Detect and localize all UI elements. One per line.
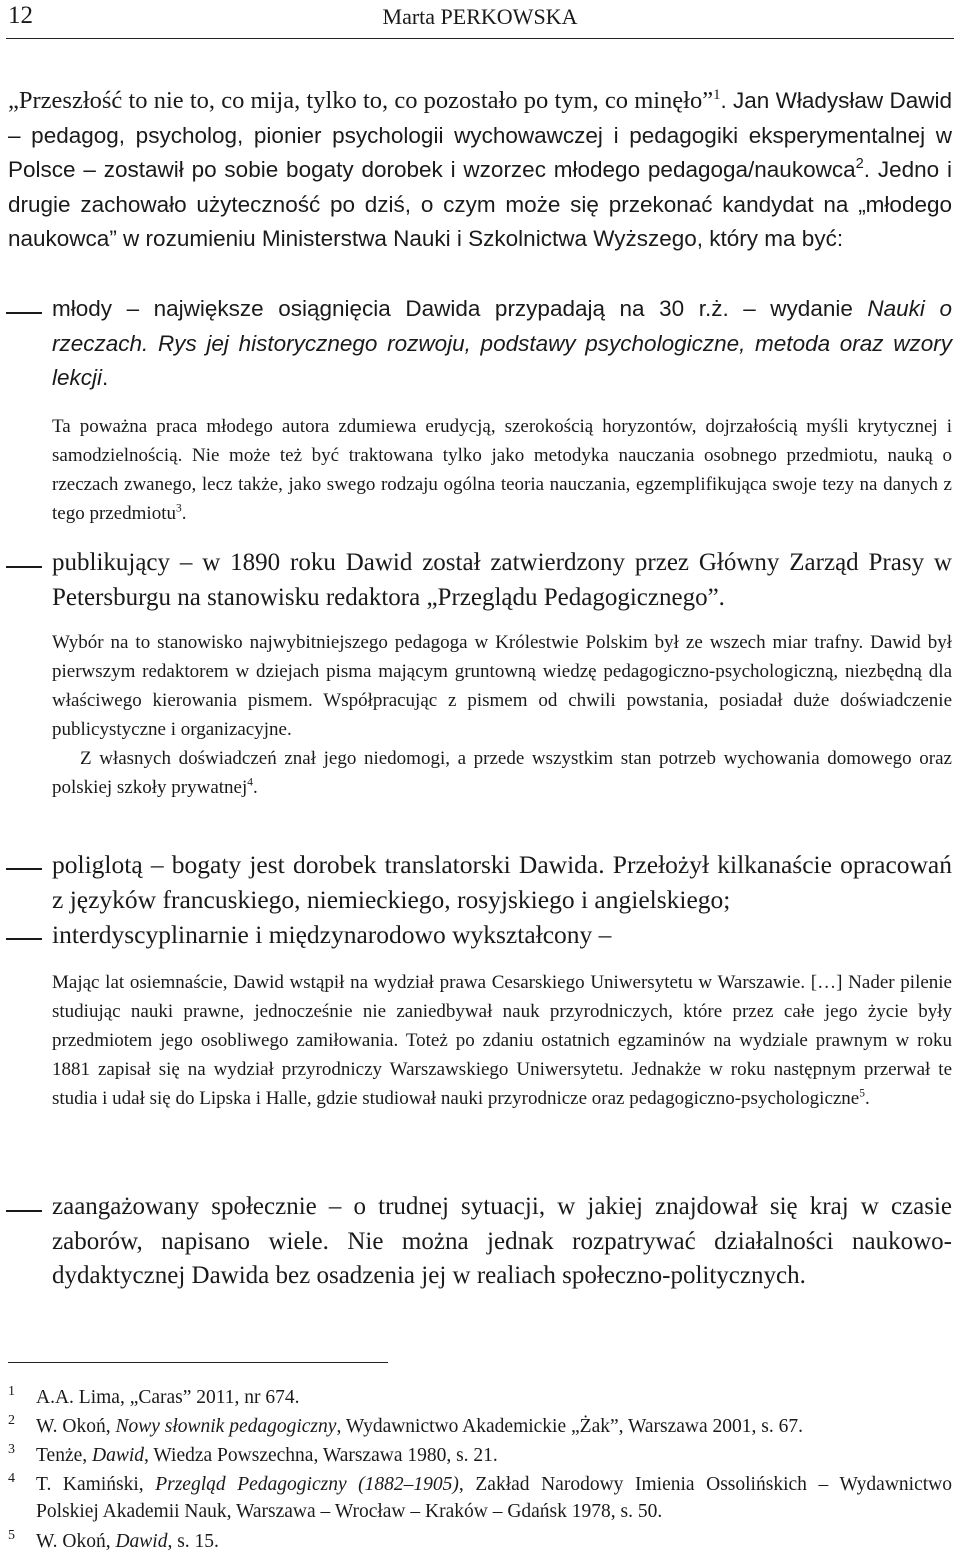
item1-text: młody – największe osiągnięcia Dawida przypadają na 30 r.ż. – wydanie [52,296,868,321]
footnote-number: 4 [8,1471,15,1486]
block-quote-3 [52,968,952,1113]
footnote-text: , Wydawnictwo Akademickie „Żak”, Warszawa 2001, s. 67. [336,1416,803,1437]
footnote-text: Tenże, [36,1445,93,1466]
footnote-title: Przegląd Pedagogiczny (1882–1905) [155,1474,459,1495]
footnote-text: W. Okoń, [36,1531,116,1552]
dash-bullet [6,868,42,870]
footnote-title: Dawid [92,1445,145,1466]
item1-title: Nauki o rzeczach. Rys jej historycznego rozwoju, podstawy psychologiczne, metoda oraz wzory lekcji [52,296,952,390]
footnote-ref-5: 5 [859,1087,865,1100]
quote1-end: . [181,503,187,524]
footnote-text: T. Kamiński, [36,1474,156,1495]
quote3-text: Mając lat osiemnaście, Dawid wstąpił na wydział prawa Cesarskiego Uniwersytetu w Warszawie. […] Nader pilenie studiując nauki prawne, jednocześnie nie zaniedbywał nauk przyrodniczych, które przez całe jego życie były przedmiotem jego osobliwego zamiłowania. Toteż po zdaniu ostatnich egzaminów na wydziale prawnym w roku 1881 zapisał się na wydział przyrodniczy Warszawskiego Uniwersytetu. Jednakże w roku następnym przerwał te studia i udał się do Lipska i Halle, gdzie studiował nauki przyrodnicze oraz pedagogiczno-psychologiczne [52,972,952,1109]
list-item-poliglota: poliglotą – bogaty jest dorobek translatorski Dawida. Przełożył kilkanaście opracowań z języków francuskiego, niemieckiego, rosyjskiego i angielskiego; [52,850,952,914]
opening-quote: „Przeszłość to nie to, co mija, tylko to, co pozostało po tym, co minęło” [8,87,714,114]
footnote-number: 2 [8,1413,15,1428]
dash-bullet [6,1210,42,1212]
footnote-text: , Zakład Narodowy Imienia Ossolińskich – Wydawnictwo Polskiej Akademii Nauk, Warszawa – Wrocław – Kraków – Gdańsk 1978, s. 50. [36,1474,952,1522]
footnote-ref-1: 1 [713,86,721,103]
dash-bullet [6,938,42,940]
quote1-text: Ta poważna praca młodego autora zdumiewa erudycją, szerokością horyzontów, dojrzałością myśli krytycznej i samodzielnością. Nie może też być traktowana tylko jako metodyka nauczania osobnego przedmiotu, nauką o rzeczach zwanego, lecz także, jako swego rodzaju ogólna teoria nauczania, egzemplifikująca swoje tezy na danych z tego przedmiotu [52,416,952,524]
footnote-ref-4: 4 [247,776,253,789]
list-item-zaangazowany: zaangażowany społecznie – o trudnej sytuacji, w jakiej znajdował się kraj w czasie zaborów, napisano wiele. Nie można jednak rozpatrywać działalności naukowo-dydaktycznej Dawida bez osadzenia jej w realiach społeczno-politycznych. [52,1193,952,1289]
footnote-number: 3 [8,1442,15,1457]
intro-text-b: . Jedno i drugie zachowało użyteczność po dziś, o czym może się przekonać kandydat na „młodego naukowca” w rozumieniu Ministerstwa Nauki i Szkolnictwa Wyższego, który ma być: [8,157,953,251]
running-header [6,0,954,39]
running-head-author: Marta PERKOWSKA [382,4,578,29]
footnote-title: Nowy słownik pedagogiczny [115,1416,337,1437]
footnote-ref-3: 3 [176,502,182,515]
footnote-title: Dawid [115,1531,168,1552]
footnote-separator [8,1362,388,1363]
list-item-mlody [52,292,952,396]
page-number: 12 [8,2,33,29]
footnote-text: W. Okoń, [36,1416,116,1437]
dash-bullet [6,566,42,568]
intro-text-a: . Jan Władysław Dawid – pedagog, psycholog, pionier psychologii wychowawczej i pedagogiki eksperymentalnej w Polsce – zostawił po sobie bogaty dorobek i wzorzec młodego pedagoga/naukowca [8,88,952,182]
quote2-end: . [252,777,258,798]
dash-bullet [6,312,42,314]
footnote-number: 5 [8,1528,15,1543]
footnote-text: A.A. Lima, „Caras” 2011, nr 674. [36,1387,300,1408]
block-quote-1 [52,412,952,528]
footnote-number: 1 [8,1384,15,1399]
item1-end: . [102,365,109,390]
footnote-text: , s. 15. [167,1531,219,1552]
quote2-text-b: Z własnych doświadczeń znał jego niedomogi, a przede wszystkim stan potrzeb wychowania domowego oraz polskiej szkoły prywatnej [52,748,952,798]
footnote-ref-2: 2 [855,155,864,172]
intro-paragraph [8,84,952,257]
quote2-text-a: Wybór na to stanowisko najwybitniejszego pedagoga w Królestwie Polskim był ze wszech miar trafny. Dawid był pierwszym redaktorem w dziejach pisma mającym gruntowną wiedzę pedagogiczno-psychologiczną, niezbędną dla właściwego kierowania pismem. Współpracując z pismem od chwili powstania, posiadał duże doświadczenie publicystyczne i organizacyjne. [52,632,952,740]
quote3-end: . [864,1088,870,1109]
footnote-text: , Wiedza Powszechna, Warszawa 1980, s. 21. [144,1445,498,1466]
list-item-interdyscyplinarnie: interdyscyplinarnie i międzynarodowo wykształcony – [52,920,612,949]
list-item-publikujacy: publikujący – w 1890 roku Dawid został zatwierdzony przez Główny Zarząd Prasy w Petersburgu na stanowisku redaktora „Przeglądu Pedagogicznego”. [52,549,952,611]
block-quote-2 [52,628,952,802]
